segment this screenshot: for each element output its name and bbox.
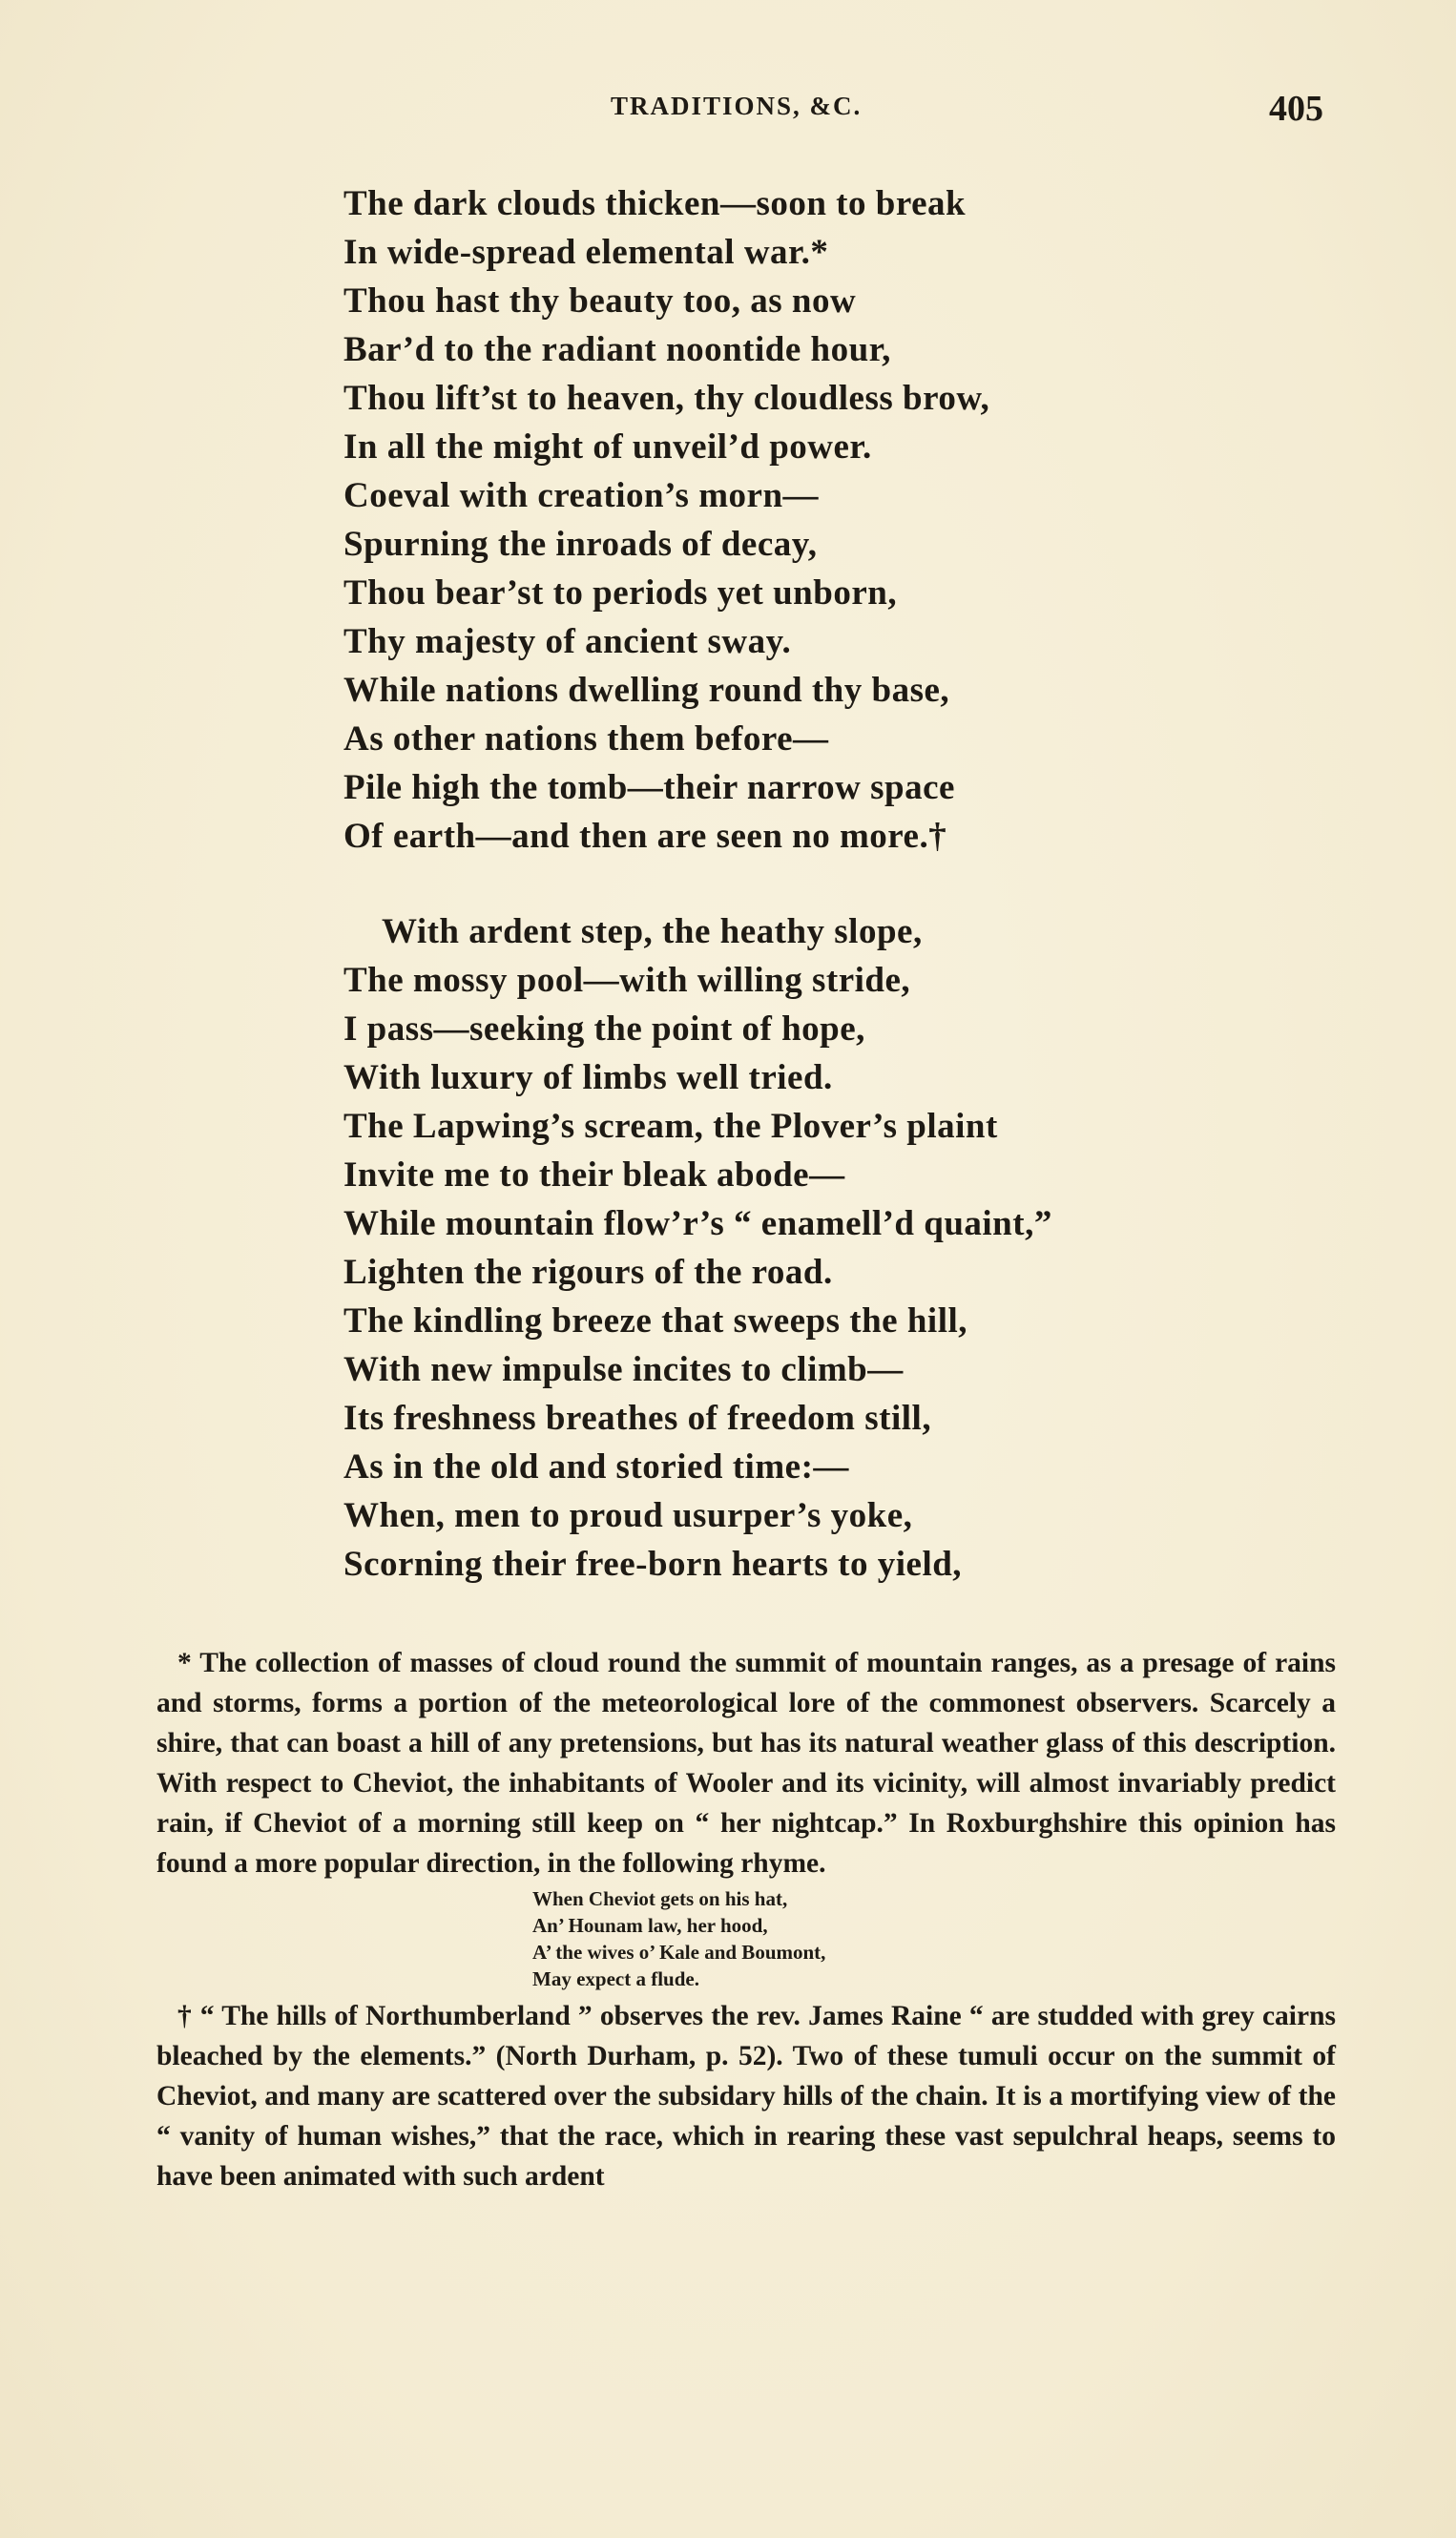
- rhyme-line: An’ Hounam law, her hood,: [532, 1914, 768, 1937]
- poem-line: Bar’d to the radiant noontide hour,: [343, 330, 891, 369]
- poem-line: Lighten the rigours of the road.: [343, 1253, 833, 1292]
- poem-line: In all the might of unveil’d power.: [343, 427, 872, 467]
- poem-line: Thy majesty of ancient sway.: [343, 622, 792, 661]
- rhyme-line: A’ the wives o’ Kale and Boumont,: [532, 1941, 826, 1964]
- poem-line: In wide-spread elemental war.*: [343, 233, 829, 272]
- footnotes: [156, 1643, 1336, 2196]
- poem-line: The mossy pool—with willing stride,: [343, 961, 911, 1000]
- poem-line: I pass—seeking the point of hope,: [343, 1009, 865, 1049]
- footnote-2: † “ The hills of Northumberland ” observes the rev. James Raine “ are studded with grey cairns bleached by the elements.” (North Durham, p. 52). Two of these tumuli occur on the summit of Cheviot, and many are scattered over the subsidary hills of the chain. It is a mortifying view of the “ vanity of human wishes,” that the race, which in rearing these vast sepulchral heaps, seems to have been animated with such ardent: [156, 2001, 1336, 2192]
- poem-line: Invite me to their bleak abode—: [343, 1155, 845, 1195]
- poem-line: As in the old and storied time:—: [343, 1447, 849, 1487]
- poem-line: Thou lift’st to heaven, thy cloudless brow,: [343, 379, 990, 418]
- poem-line: The Lapwing’s scream, the Plover’s plaint: [343, 1107, 998, 1146]
- poem-stanza-1: [343, 179, 1202, 861]
- poem-line: When, men to proud usurper’s yoke,: [343, 1496, 913, 1535]
- poem-line: Of earth—and then are seen no more.†: [343, 817, 947, 856]
- poem-line: Thou bear’st to periods yet unborn,: [343, 573, 898, 613]
- poem-line: Coeval with creation’s morn—: [343, 476, 820, 515]
- poem-line: While nations dwelling round thy base,: [343, 671, 950, 710]
- poem-stanza-2: [343, 907, 1202, 1589]
- footnote-rhyme: [532, 1885, 1336, 1992]
- poem-line: With ardent step, the heathy slope,: [382, 912, 923, 951]
- page-number: 405: [1269, 89, 1323, 129]
- poem-line: The kindling breeze that sweeps the hill,: [343, 1301, 967, 1341]
- poem-line: Pile high the tomb—their narrow space: [343, 768, 955, 807]
- rhyme-line: When Cheviot gets on his hat,: [532, 1887, 788, 1910]
- poem-line: Scorning their free-born hearts to yield,: [343, 1545, 963, 1584]
- running-head: TRADITIONS, &C.: [611, 92, 863, 120]
- footnote-1: * The collection of masses of cloud round the summit of mountain ranges, as a presage of rains and storms, forms a portion of the meteorological lore of the commonest observers. Scarcely a shire, that can boast a hill of any pretensions, but has its natural weather glass of this description. With respect to Cheviot, the inhabitants of Wooler and its vicinity, will almost invariably predict rain, if Cheviot of a morning still keep on “ her nightcap.” In Roxburghshire this opinion has found a more popular direction, in the following rhyme.: [156, 1648, 1336, 1879]
- poem-line: Spurning the inroads of decay,: [343, 525, 818, 564]
- poem-line: The dark clouds thicken—soon to break: [343, 184, 967, 223]
- poem-line: With new impulse incites to climb—: [343, 1350, 904, 1389]
- poem-line: Its freshness breathes of freedom still,: [343, 1399, 932, 1438]
- poem-line: While mountain flow’r’s “ enamell’d quaint,”: [343, 1204, 1052, 1243]
- poem-line: As other nations them before—: [343, 719, 829, 759]
- poem-line: With luxury of limbs well tried.: [343, 1058, 833, 1097]
- rhyme-line: May expect a flude.: [532, 1967, 699, 1990]
- poem-line: Thou hast thy beauty too, as now: [343, 281, 857, 321]
